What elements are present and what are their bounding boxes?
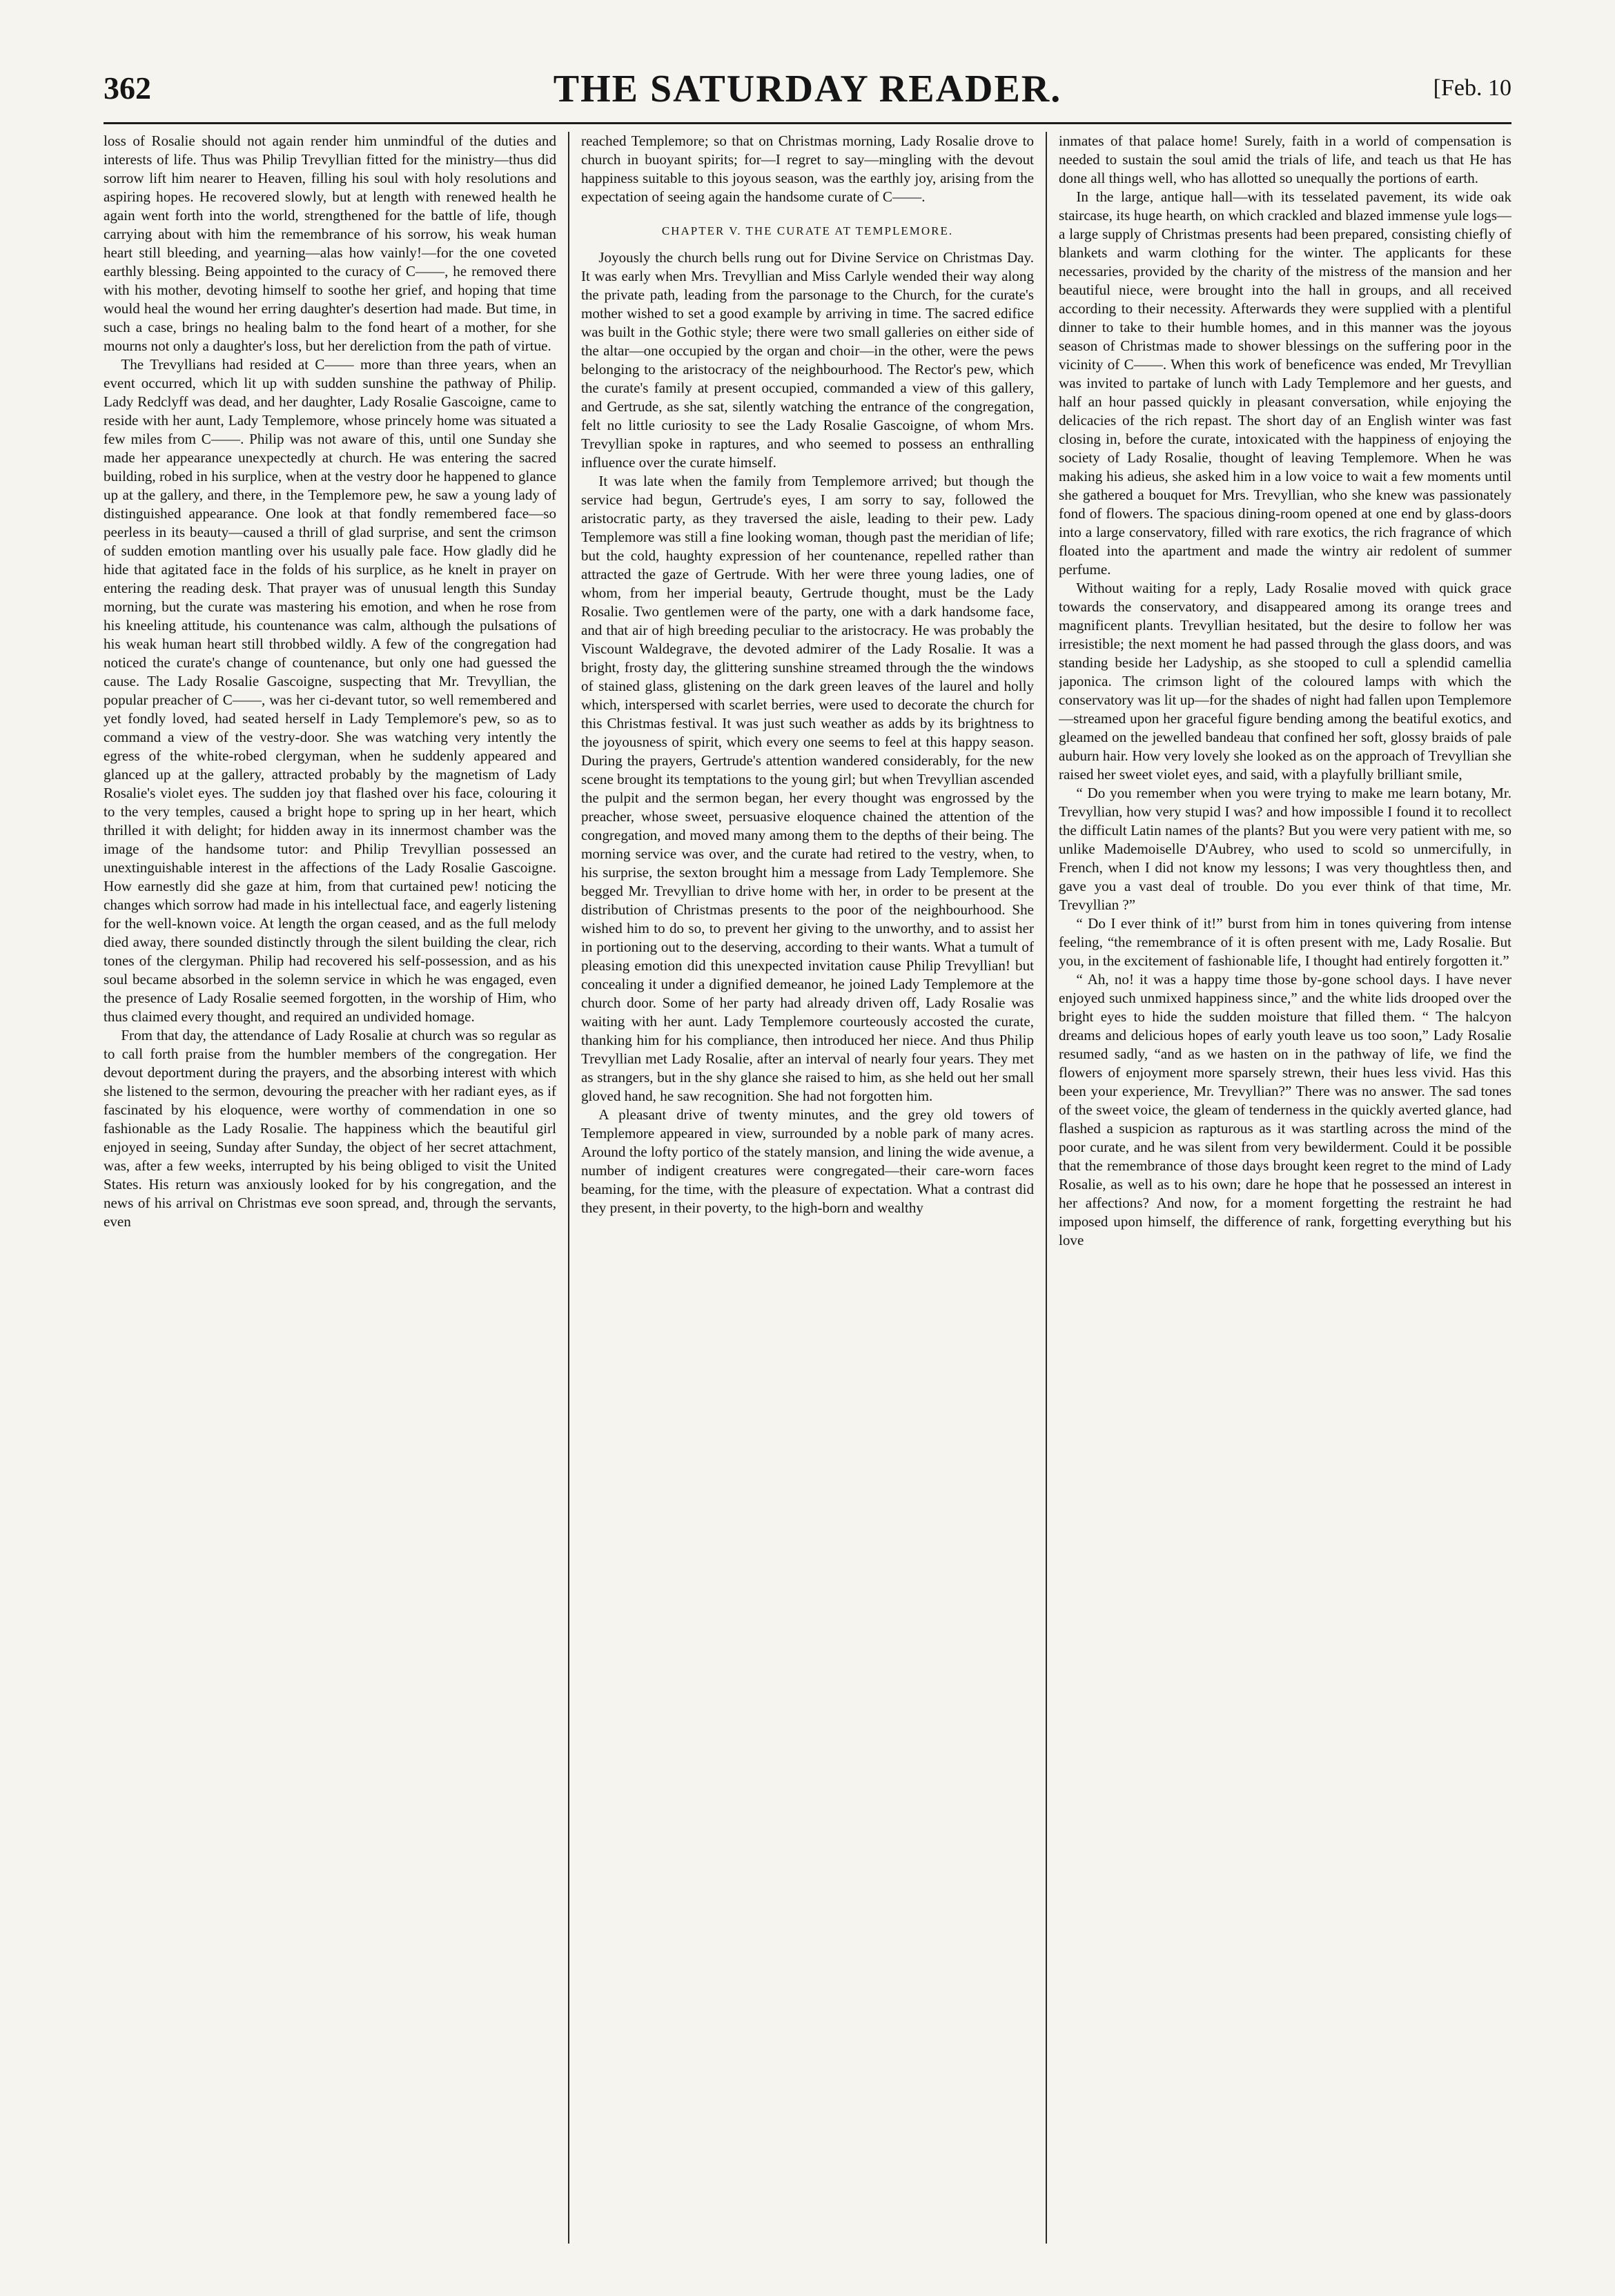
- paragraph: reached Templemore; so that on Christmas morning, Lady Rosalie drove to church in buoyant spirits; for—I regret to say—mingling with the devout happiness suitable to this joyous season, was the earthly joy, arising from the expectation of seeing again the handsome curate of C——.: [581, 133, 1034, 205]
- chapter-heading: CHAPTER V. THE CURATE AT TEMPLEMORE.: [661, 224, 954, 237]
- paragraph: inmates of that palace home! Surely, faith in a world of compensation is needed to sustain the soul amid the trials of life, and teach us that He has done all things well, who has allotted so unequally the portions of earth.: [1059, 133, 1511, 186]
- page-number: 362: [104, 70, 151, 106]
- paragraph: loss of Rosalie should not again render him unmindful of the duties and interests of life. Thus was Philip Trevyllian fitted for the ministry—thus did sorrow lift him nearer to Heaven, filling his soul with holy resolutions and aspiring hopes. He recovered slowly, but at length with renewed health he again went forth into the world, strengthened for the battle of life, though carrying about with him the remembrance of his sorrow, his weak human heart still bleeding, and yearning—alas how vainly!—for the one coveted earthly blessing. Being appointed to the curacy of C——, he removed there with his mother, devoting himself to soothe her grief, and hoping that time would heal the wound her erring daughter's desertion had made. But time, in such a case, brings no healing balm to the fond heart of a mother, for she mourns not only a daughter's loss, but her dereliction from the path of virtue.: [104, 133, 556, 354]
- paragraph: Without waiting for a reply, Lady Rosalie moved with quick grace towards the conservatory, and disappeared among its orange trees and magnificent plants. Trevyllian hesitated, but the desire to follow her was irresistible; the next moment he had passed through the glass doors, and was standing beside her Ladyship, as she stooped to cull a splendid camellia japonica. The crimson light of the coloured lamps with which the conservatory was lit up—for the shades of night had fallen upon Templemore—streamed upon her graceful figure bending among the beatiful exotics, and gleamed on the jewelled bandeau that confined her soft, glossy braids of pale auburn hair. How very lovely she looked as on the approach of Trevyllian she raised her sweet violet eyes, and said, with a playfully brilliant smile,: [1059, 580, 1511, 783]
- paragraph: Joyously the church bells rung out for Divine Service on Christmas Day. It was early when Mrs. Trevyllian and Miss Carlyle wended their way along the private path, leading from the parsonage to the Church, for the curate's mother wished to set a good example by arriving in time. The sacred edifice was built in the Gothic style; there were two small galleries on either side of the altar—one occupied by the organ and choir—in the other, were the pews belonging to the aristocracy of the neighbourhood. The Rector's pew, which the curate's family at present occupied, commanded a view of this gallery, and Gertrude, as she sat, silently watching the entrance of the congregation, felt no little curiosity to see the Lady Rosalie Gascoigne, of whom Mrs. Trevyllian spoke in raptures, and who seemed to possess an enthralling influence over the curate himself.: [581, 249, 1034, 471]
- issue-date: [Feb. 10: [1433, 75, 1511, 101]
- newspaper-page: [104, 66, 1511, 2260]
- paragraph: From that day, the attendance of Lady Rosalie at church was so regular as to call forth praise from the humbler members of the congregation. Her devout deportment during the prayers, and the absorbing interest with which she listened to the sermon, devouring the preacher with her radiant eyes, as if fascinated by his eloquence, were worthy of commendation in one so fashionable as the Lady Rosalie. The happiness which the beautiful girl enjoyed in seeing, Sunday after Sunday, the object of her secret attachment, was, after a few weeks, interrupted by his being obliged to visit the United States. His return was anxiously looked for by his congregation, and the news of his arrival on Christmas eve soon spread, and, through the servants, even: [104, 1027, 556, 1230]
- text-columns: [104, 132, 1511, 2244]
- paragraph: “ Do I ever think of it!” burst from him in tones quivering from intense feeling, “the remembrance of it is often present with me, Lady Rosalie. But you, in the excitement of fashionable life, I thought had entirely forgotten it.”: [1059, 915, 1511, 969]
- paragraph: The Trevyllians had resided at C—— more than three years, when an event occurred, which lit up with sudden sunshine the pathway of Philip. Lady Redclyff was dead, and her daughter, Lady Rosalie Gascoigne, came to reside with her aunt, Lady Templemore, whose princely home was situated a few miles from C——. Philip was not aware of this, until one Sunday she made her appearance unexpectedly at church. He was entering the sacred building, robed in his surplice, when at the vestry door he happened to glance up at the gallery, and there, in the Templemore pew, he saw a young lady of distinguished appearance. One look at that fondly remembered face—so peerless in its beauty—caused a thrill of glad surprise, and sent the crimson of sudden emotion mantling over his usually pale face. How gladly did he hide that agitated face in the folds of his surplice, as he knelt in prayer on entering the reading desk. That prayer was of unusual length this Sunday morning, but the curate was mastering his emotion, and when he rose from his kneeling attitude, his countenance was calm, although the pulsations of his weak human heart still throbbed wildly. A few of the congregation had noticed the curate's change of countenance, but only one had guessed the cause. The Lady Rosalie Gascoigne, suspecting that Mr. Trevyllian, the popular preacher of C——, was her ci-devant tutor, so well remembered and yet fondly loved, had seated herself in Lady Templemore's pew, so as to command a view of the vestry-door. She was watching very intently the egress of the white-robed clergyman, when he suddenly appeared and glanced up at the gallery, attracted probably by the magnetism of Lady Rosalie's violet eyes. The sudden joy that flashed over his face, colouring it to the very temples, caused a bright hope to spring up in her heart, which thrilled it with delight; for hidden away in its innermost chamber was the image of the handsome tutor: and Philip Trevyllian possessed an unextinguishable interest in the affections of the Lady Rosalie Gascoigne. How earnestly did she gaze at him, from that curtained pew! noticing the changes which sorrow had made in his intellectual face, and eagerly listening for the well-known voice. At length the organ ceased, and as the full melody died away, there sounded distinctly through the silent building the clear, rich tones of the clergyman. Philip had recovered his self-possession, and as his soul became absorbed in the solemn service in which he was engaged, even the presence of Lady Rosalie seemed forgotten, in the worship of Him, who thus claimed every thought, and required an undivided homage.: [104, 356, 556, 1025]
- masthead: [104, 66, 1511, 124]
- paragraph: In the large, antique hall—with its tesselated pavement, its wide oak staircase, its huge hearth, on which crackled and blazed immense yule logs—a large supply of Christmas presents had been prepared, consisting chiefly of blankets and warm clothing for the winter. The applicants for these necessaries, provided by the charity of the mistress of the mansion and her beautiful niece, were brought into the hall in groups, and all received according to their necessity. Afterwards they were supplied with a plentiful dinner to take to their humble homes, and in this manner was the joyous season of Christmas made to shower blessings on the suffering poor in the vicinity of C——. When this work of beneficence was ended, Mr Trevyllian was invited to partake of lunch with Lady Templemore and her guests, and half an hour passed quickly in pleasant conversation, while enjoying the delicacies of the rich repast. The short day of an English winter was fast closing in, before the curate, intoxicated with the happiness of enjoying the society of Lady Rosalie, thought of leaving Templemore. When he was making his adieus, she asked him in a low voice to wait a few moments until she gathered a bouquet for Mrs. Trevyllian, who she knew was passionately fond of flowers. The spacious dining-room opened at one end by glass-doors into a large conservatory, filled with rare exotics, the rich fragrance of which floated into the apartment and made the wintry air redolent of summer perfume.: [1059, 188, 1511, 578]
- paragraph: A pleasant drive of twenty minutes, and the grey old towers of Templemore appeared in view, surrounded by a noble park of many acres. Around the lofty portico of the stately mansion, and lining the wide avenue, a number of indigent creatures were congregated—their care-worn faces beaming, for the time, with the pleasure of expectation. What a contrast did they present, in their poverty, to the high-born and wealthy: [581, 1106, 1034, 1216]
- paragraph: It was late when the family from Templemore arrived; but though the service had begun, Gertrude's eyes, I am sorry to say, followed the aristocratic party, as they traversed the aisle, leading to their pew. Lady Templemore was still a fine looking woman, though past the meridian of life; but the cold, haughty expression of her countenance, repelled rather than attracted the gaze of Gertrude. With her were three young ladies, one of whom, from her imperial beauty, Gertrude thought, must be the Lady Rosalie. Two gentlemen were of the party, one with a dark handsome face, and that air of high breeding peculiar to the aristocracy. He was probably the Viscount Waldegrave, the devoted admirer of the Lady Rosalie. It was a bright, frosty day, the glittering sunshine streamed through the the windows of stained glass, glistening on the dark green leaves of the laurel and holly which, interspersed with scarlet berries, were used to decorate the church for this Christmas festival. It was just such weather as adds by its brightness to the joyousness of spirit, which every one seems to feel at this happy season. During the prayers, Gertrude's attention wandered considerably, for the new scene brought its temptations to the young girl; but when Trevyllian ascended the pulpit and the sermon began, her every thought was engrossed by the preacher, whose sweet, persuasive eloquence chained the attention of the congregation, and moved many among them to the depths of their being. The morning service was over, and the curate had retired to the vestry, when, to his surprise, the sexton brought him a message from Lady Templemore. She begged Mr. Trevyllian to drive home with her, in order to be present at the distribution of Christmas presents to the poor of the neighbourhood. She wished him to do so, to prevent her giving to the unworthy, and to assist her in portioning out to the deserving, according to their wants. What a tumult of pleasing emotion did this unexpected invitation cause Philip Trevyllian! but concealing it under a dignified demeanor, he joined Lady Templemore at the church door. Some of her party had already driven off, Lady Rosalie was waiting with her aunt. Lady Templemore courteously accosted the curate, thanking him for his compliance, then introduced her niece. And thus Philip Trevyllian met Lady Rosalie, after an interval of nearly four years. They met as strangers, but in the shy glance she raised to him, as she held out her small gloved hand, he saw recognition. She had not forgotten him.: [581, 473, 1034, 1104]
- paragraph: “ Ah, no! it was a happy time those by-gone school days. I have never enjoyed such unmixed happiness since,” and the white lids drooped over the bright eyes to hide the sudden moisture that filled them. “ The halcyon dreams and delicious hopes of early youth leave us too soon,” Lady Rosalie resumed sadly, “and as we hasten on in the pathway of life, we find the flowers of enjoyment more sparsely strewn, their hues less vivid. Has this been your experience, Mr. Trevyllian?” There was no answer. The sad tones of the sweet voice, the gleam of tenderness in the quickly averted glance, had flashed a suspicion as rapturous as it was startling across the mind of the poor curate, and he was silent from very bewilderment. Could it be possible that the remembrance of those days brought keen regret to the mind of Lady Rosalie, as well as to his own; dare he hope that he possessed an interest in her affections? And now, for a moment forgetting the restraint he had imposed upon himself, the difference of rank, forgetting everything but his love: [1059, 971, 1511, 1248]
- journal-title: THE SATURDAY READER.: [553, 68, 1062, 110]
- paragraph: “ Do you remember when you were trying to make me learn botany, Mr. Trevyllian, how very stupid I was? and how impossible I found it to recollect the difficult Latin names of the plants? But you were very patient with me, so unlike Mademoiselle D'Aubrey, who used to scold so unmercifully, in French, when I did not know my lessons; I was very thoughtless then, and gave you a vast deal of trouble. Do you ever think of that time, Mr. Trevyllian ?”: [1059, 785, 1511, 913]
- column-3: [1059, 132, 1511, 2244]
- column-1: [104, 132, 556, 2244]
- column-divider: [568, 132, 569, 2244]
- column-divider: [1046, 132, 1047, 2244]
- column-2: [581, 132, 1034, 2244]
